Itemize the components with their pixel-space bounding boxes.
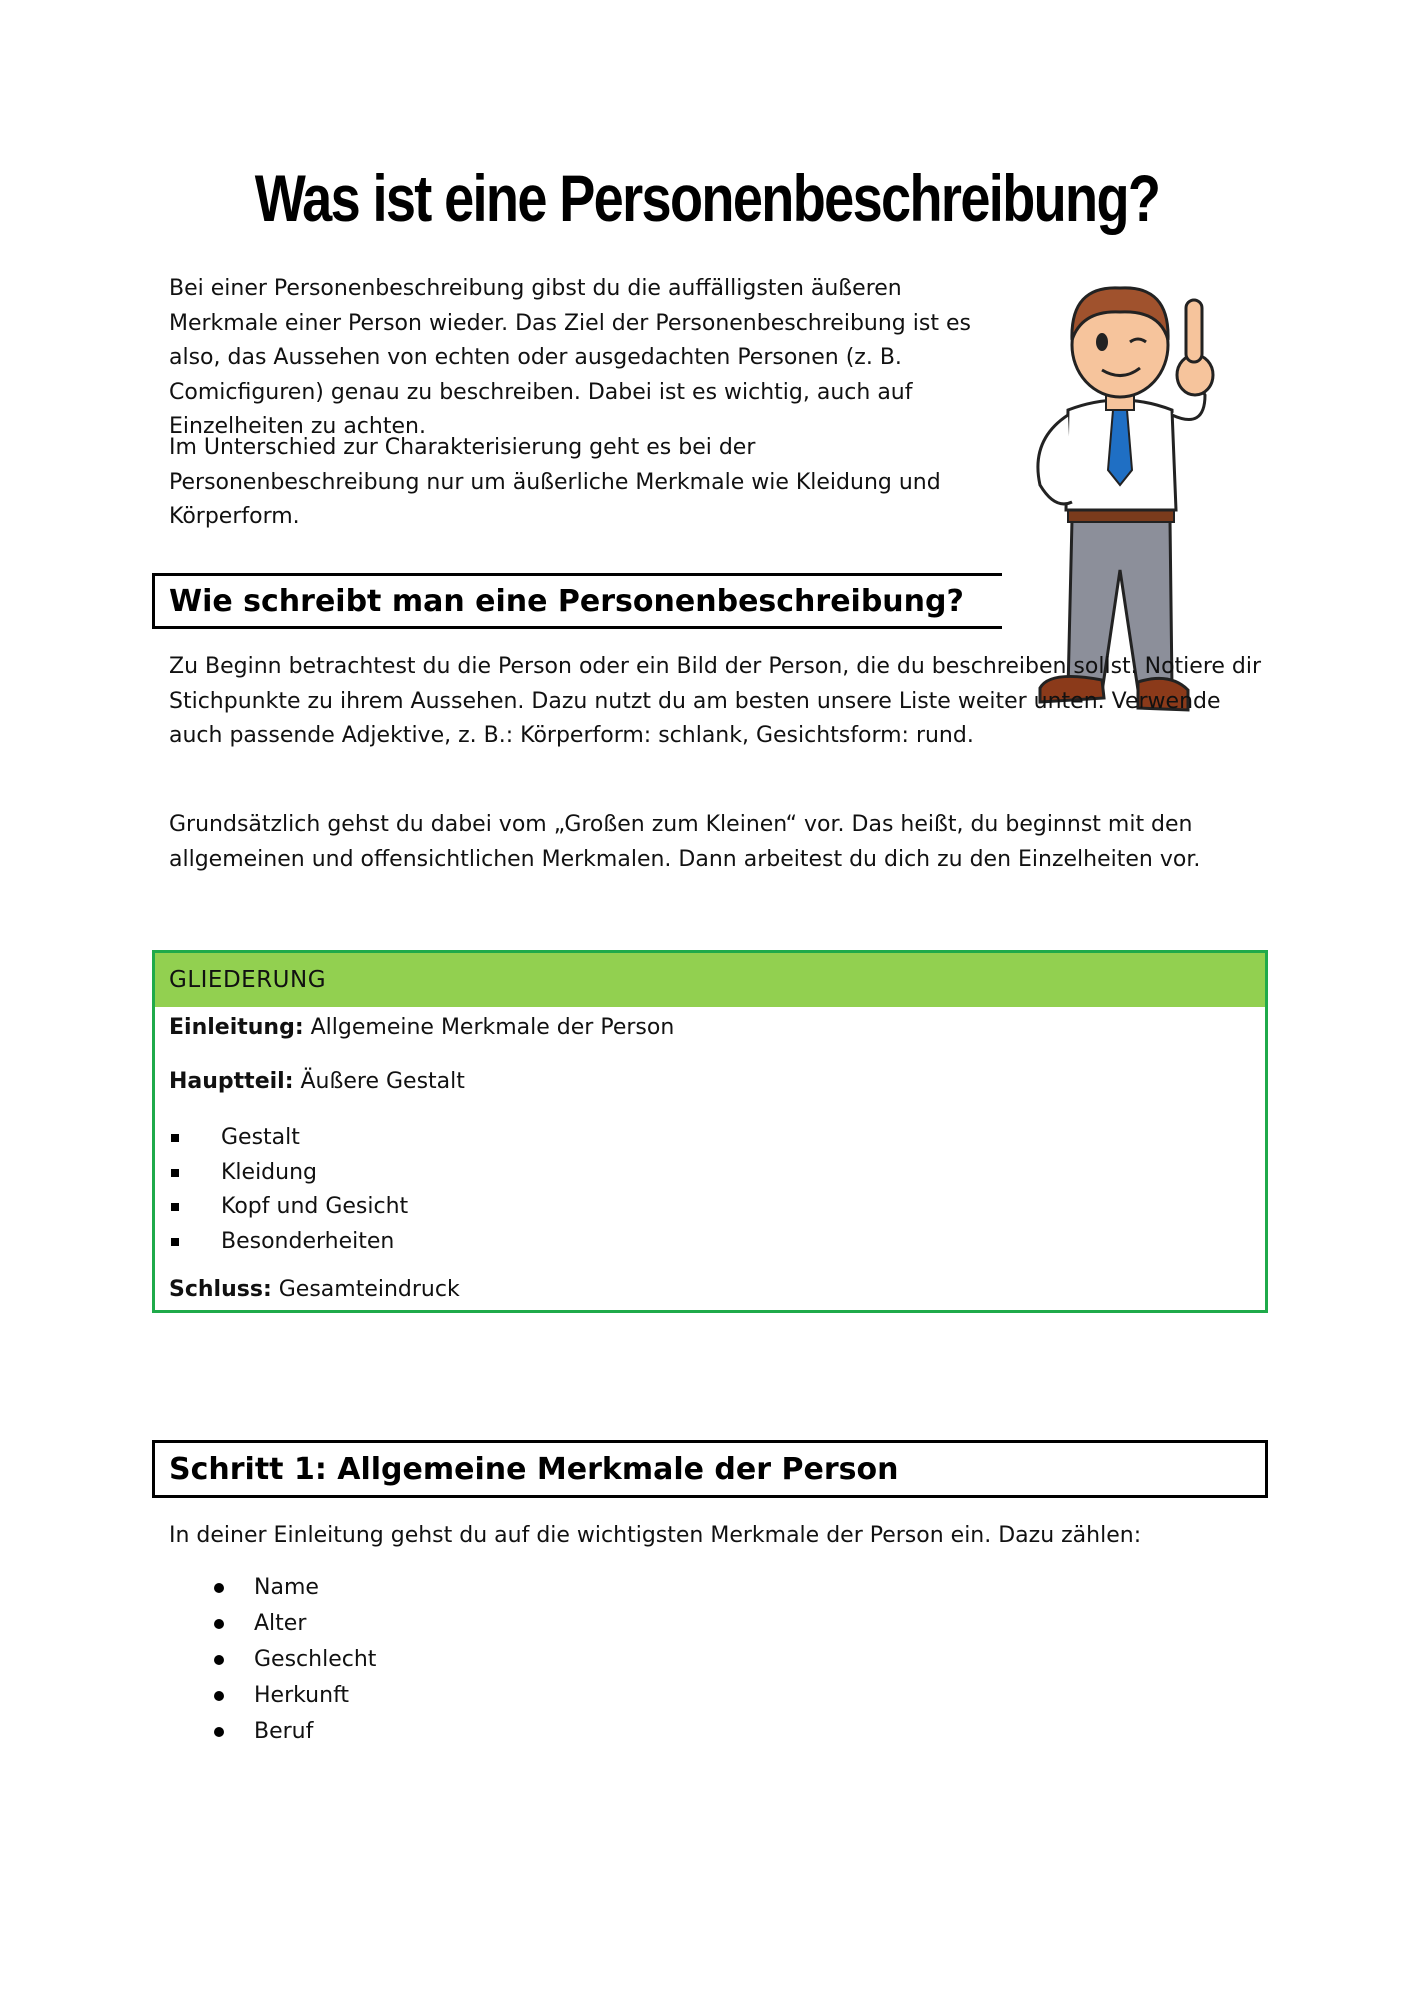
gliederung-list xyxy=(169,1121,408,1259)
list-item xyxy=(212,1678,376,1714)
einleitung-text: Allgemeine Merkmale der Person xyxy=(303,1015,675,1040)
list-item-text: Beruf xyxy=(254,1719,314,1744)
list-item-text: Alter xyxy=(254,1611,307,1636)
list-item-text: Geschlecht xyxy=(254,1647,377,1672)
how-paragraph-1: Zu Beginn betrachtest du die Person oder ein Bild der Person, die du beschreiben sollst. Notiere dir Stichpunkte zu ihrem Aussehen. Dazu nutzt du am besten unsere Liste weiter unten. Verwende auch passende Adjektive, z. B.: Körperform: schlank, Gesichtsform: rund. xyxy=(169,654,1262,748)
schluss-label: Schluss: xyxy=(169,1277,272,1302)
list-item xyxy=(169,1121,408,1156)
intro-paragraph-2: Im Unterschied zur Charakterisierung geht es bei der Personenbeschreibung nur um äußerliche Merkmale wie Kleidung und Körperform. xyxy=(169,435,941,529)
step1-paragraph: In deiner Einleitung gehst du auf die wichtigsten Merkmale der Person ein. Dazu zählen: xyxy=(169,1523,1142,1548)
square-bullet-icon xyxy=(171,1203,179,1211)
list-item xyxy=(169,1156,408,1191)
section-heading-step1-text: Schritt 1: Allgemeine Merkmale der Person xyxy=(169,1451,899,1487)
round-bullet-icon xyxy=(214,1727,224,1737)
step1-list xyxy=(212,1570,376,1750)
list-item xyxy=(212,1570,376,1606)
round-bullet-icon xyxy=(214,1655,224,1665)
square-bullet-icon xyxy=(171,1169,179,1177)
list-item-text: Name xyxy=(254,1575,319,1600)
list-item-text: Kopf und Gesicht xyxy=(221,1194,409,1219)
square-bullet-icon xyxy=(171,1238,179,1246)
hauptteil-label: Hauptteil: xyxy=(169,1069,294,1094)
list-item-text: Gestalt xyxy=(221,1125,300,1150)
list-item-text: Herkunft xyxy=(254,1683,350,1708)
schluss-text: Gesamteindruck xyxy=(271,1277,460,1302)
round-bullet-icon xyxy=(214,1583,224,1593)
list-item-text: Kleidung xyxy=(221,1159,318,1185)
gliederung-schluss xyxy=(169,1277,460,1302)
list-item xyxy=(169,1225,408,1260)
list-item xyxy=(212,1642,376,1678)
gliederung-hauptteil xyxy=(169,1069,465,1094)
round-bullet-icon xyxy=(214,1619,224,1629)
how-paragraph-2: Grundsätzlich gehst du dabei vom „Großen zum Kleinen“ vor. Das heißt, du beginnst mit den allgemeinen und offensichtlichen Merkmalen. Dann arbeitest du dich zu den Einzelheiten vor. xyxy=(169,812,1201,872)
section-heading-how-text: Wie schreibt man eine Personenbeschreibung? xyxy=(169,583,964,619)
round-bullet-icon xyxy=(214,1691,224,1701)
square-bullet-icon xyxy=(171,1134,179,1142)
hauptteil-text: Äußere Gestalt xyxy=(293,1069,465,1094)
einleitung-label: Einleitung: xyxy=(169,1015,304,1040)
section-heading-step1 xyxy=(152,1440,1268,1498)
list-item xyxy=(212,1714,376,1750)
intro-paragraph-1: Bei einer Personenbeschreibung gibst du die auffälligsten äußeren Merkmale einer Person wieder. Das Ziel der Personenbeschreibung ist es also, das Aussehen von echten oder ausgedachten Personen (z. B. Comicfiguren) genau zu beschreiben. Dabei ist es wichtig, auch auf Einzelheiten zu achten. xyxy=(169,276,971,439)
section-heading-how xyxy=(152,573,1002,629)
page-title: Was ist eine Personenbeschreibung? xyxy=(254,161,1160,235)
gliederung-box xyxy=(152,950,1268,1313)
gliederung-einleitung xyxy=(169,1015,674,1040)
list-item xyxy=(169,1190,408,1225)
gliederung-header: GLIEDERUNG xyxy=(155,953,1265,1007)
list-item xyxy=(212,1606,376,1642)
list-item-text: Besonderheiten xyxy=(221,1228,395,1254)
